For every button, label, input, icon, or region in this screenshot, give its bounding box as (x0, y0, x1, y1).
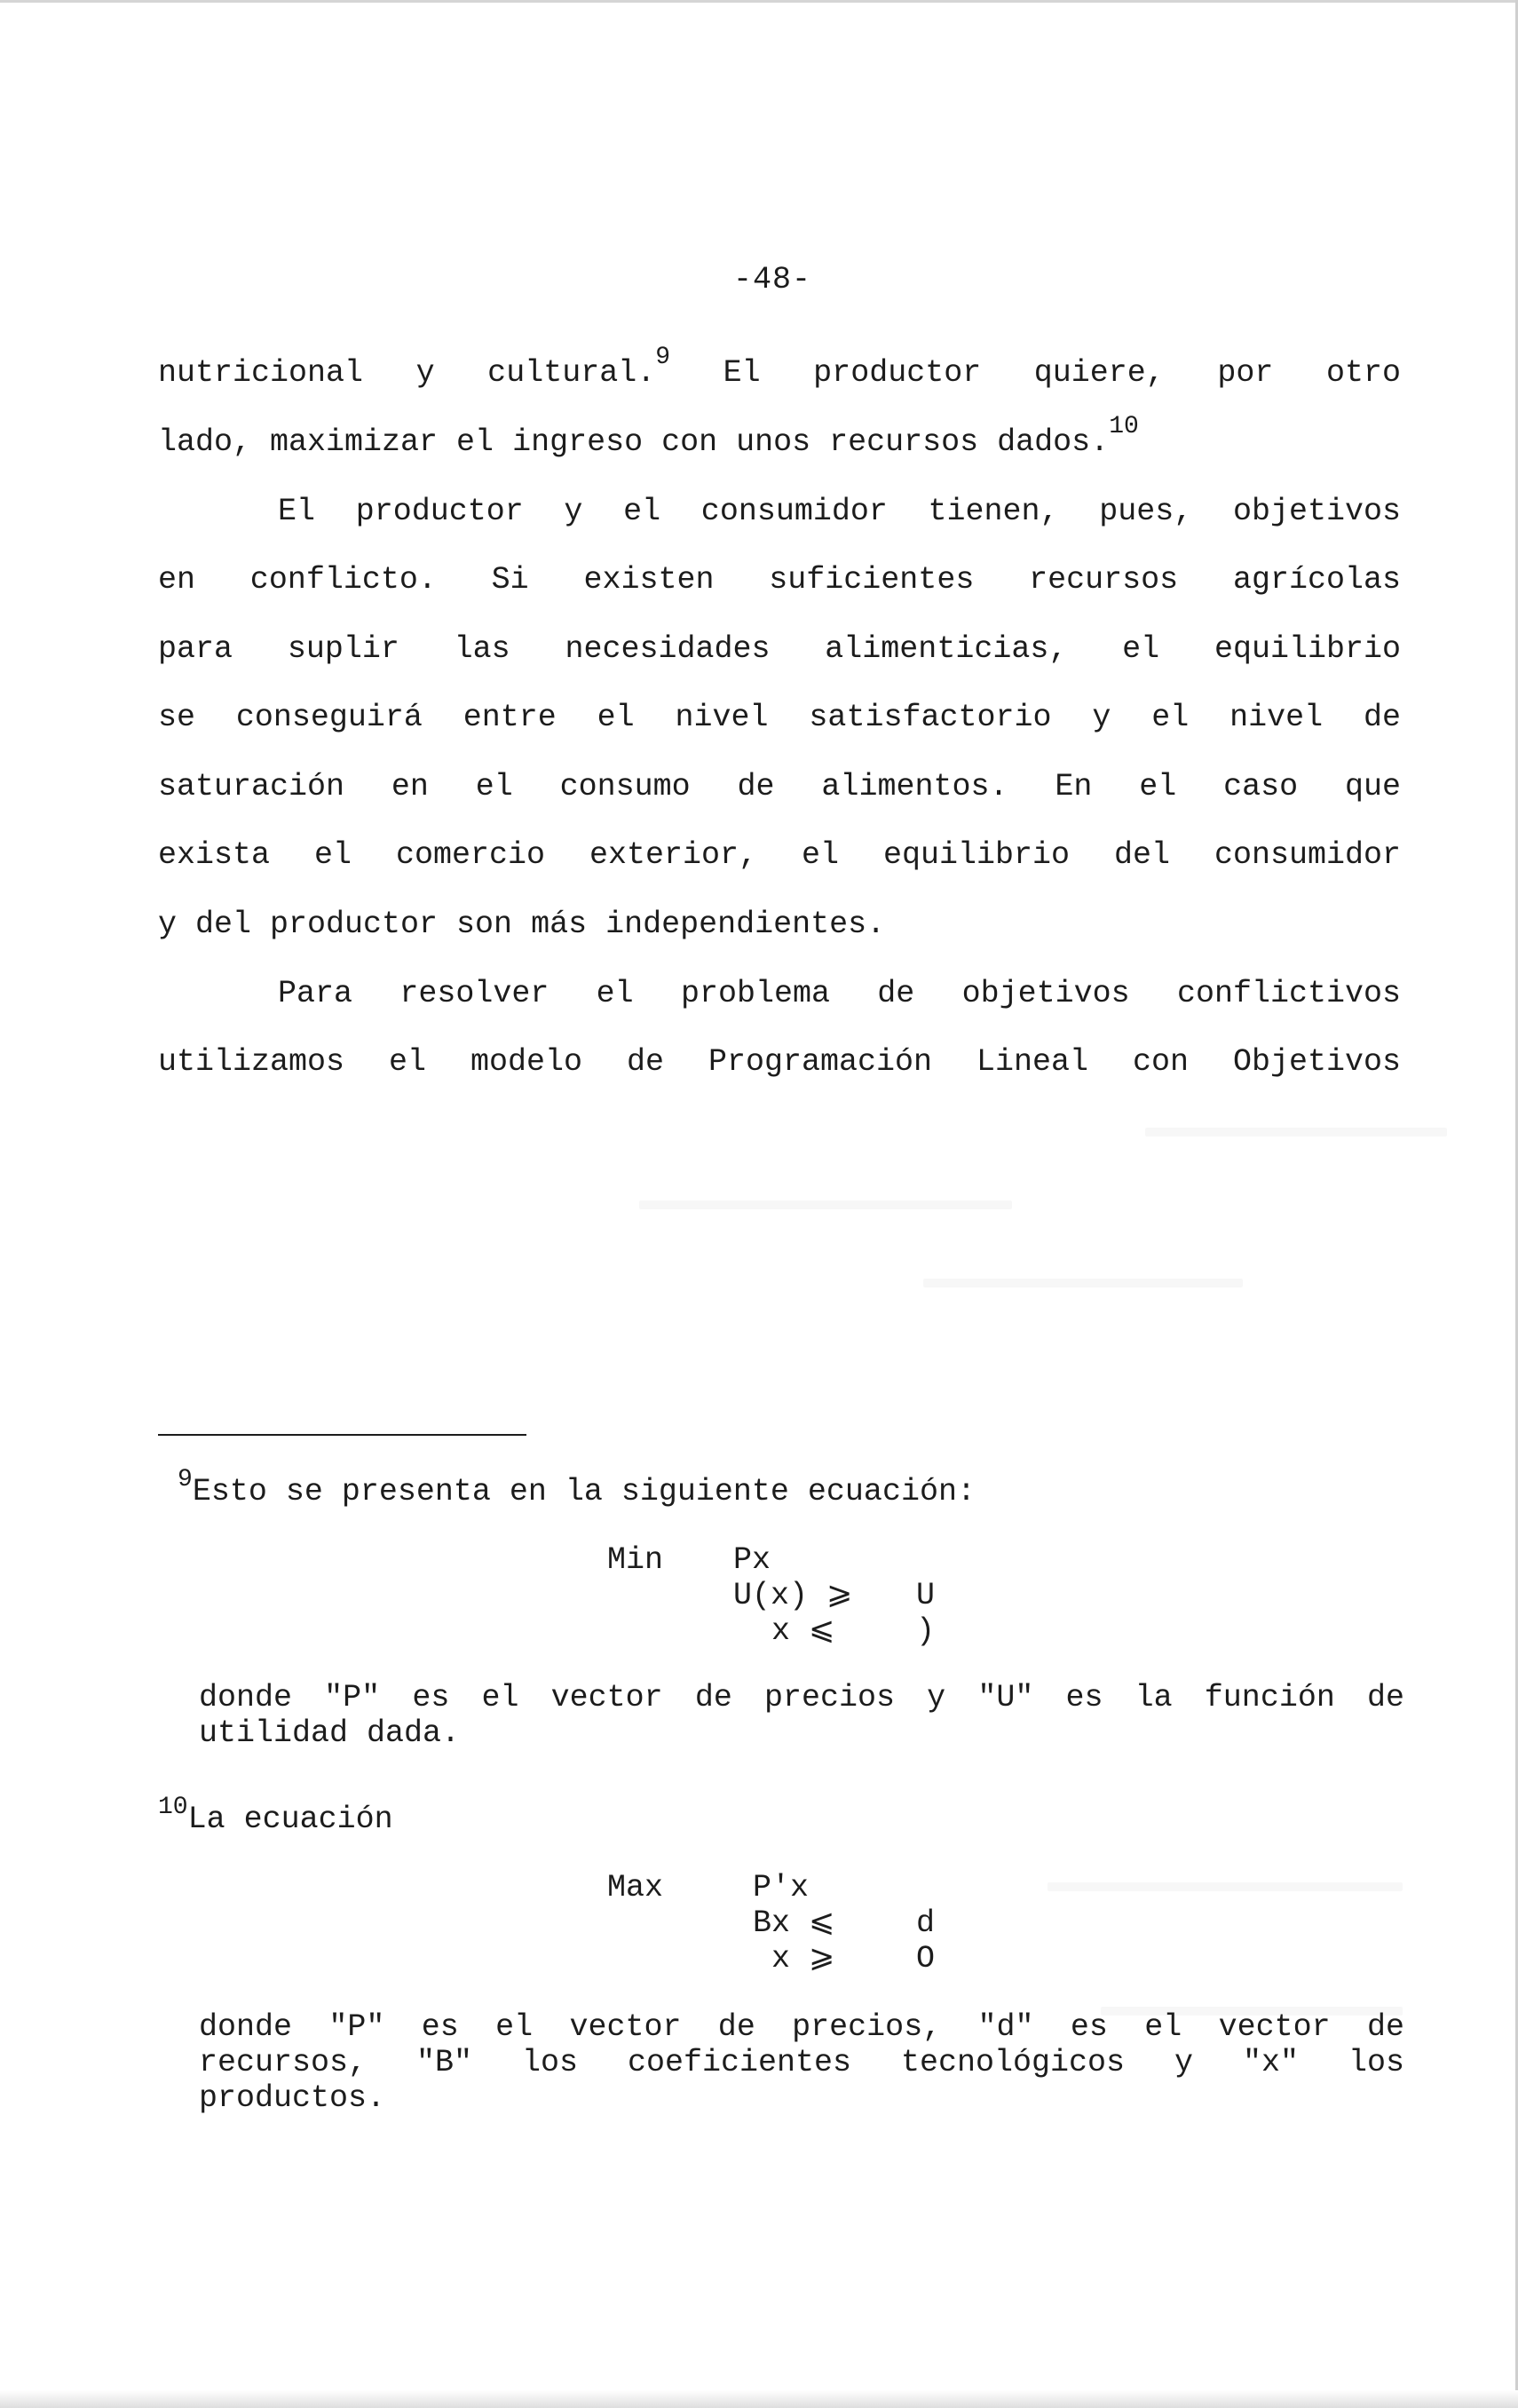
footnote-10-intro (158, 1794, 393, 1837)
footnote-reference: 10 (1109, 413, 1139, 440)
body-line: para suplir las necesidades alimenticias, el equilibrio (158, 631, 1401, 667)
equation-term: P'x (753, 1870, 810, 1905)
equation-term: x ⩾ (771, 1941, 835, 1976)
bleed-through-mark (639, 1200, 1012, 1209)
body-line: y del productor son más independientes. (158, 907, 886, 942)
body-line (158, 344, 1401, 392)
footnote-9-description: donde "P" es el vector de precios y "U" es la función de (199, 1680, 1404, 1715)
body-line: El productor y el consumidor tienen, pues, objetivos (278, 494, 1401, 529)
equation-term: Px (733, 1542, 771, 1578)
equation-term: Bx ⩽ (753, 1905, 835, 1941)
equation-term: d (916, 1905, 936, 1941)
body-line: Para resolver el problema de objetivos conflictivos (278, 976, 1401, 1011)
body-text: lado, maximizar el ingreso con unos recursos dados. (158, 424, 1110, 460)
body-line: saturación en el consumo de alimentos. En el caso que (158, 769, 1401, 804)
equation-term: O (916, 1941, 936, 1976)
page-edge-bottom (0, 2390, 1518, 2408)
equation-term: ) (916, 1613, 936, 1649)
body-text: nutricional y cultural. (158, 355, 656, 391)
body-line: en conflicto. Si existen suficientes recursos agrícolas (158, 562, 1401, 598)
body-line: utilizamos el modelo de Programación Lineal con Objetivos (158, 1044, 1401, 1080)
equation-term: U(x) ⩾ (733, 1578, 853, 1613)
bleed-through-mark (1048, 1882, 1403, 1891)
bleed-through-mark (923, 1279, 1243, 1287)
page-number: -48- (733, 262, 812, 297)
footnote-text: Esto se presenta en la siguiente ecuación: (192, 1474, 976, 1509)
footnote-text: La ecuación (187, 1802, 393, 1837)
footnote-mark: 9 (178, 1466, 193, 1493)
footnote-9-intro (178, 1466, 976, 1509)
body-line: se conseguirá entre el nivel satisfactorio y el nivel de (158, 700, 1401, 735)
body-text: El productor quiere, por otro (670, 355, 1401, 391)
footnote-9-description: utilidad dada. (199, 1715, 461, 1751)
equation-operator: Min (607, 1542, 664, 1578)
body-line (158, 413, 1139, 462)
footnote-reference: 9 (655, 344, 671, 371)
footnote-10-description: recursos, "B" los coeficientes tecnológicos y "x" los (199, 2045, 1404, 2080)
footnote-mark: 10 (158, 1794, 188, 1821)
footnote-separator (158, 1434, 526, 1436)
footnote-10-description: productos. (199, 2080, 386, 2116)
equation-term: x ⩽ (771, 1613, 835, 1649)
bleed-through-mark (1145, 1128, 1447, 1137)
body-line: exista el comercio exterior, el equilibrio del consumidor (158, 837, 1401, 873)
footnote-10-description: donde "P" es el vector de precios, "d" es el vector de (199, 2009, 1404, 2045)
page-edge-top (0, 0, 1518, 3)
equation-operator: Max (607, 1870, 664, 1905)
equation-term: U (916, 1578, 936, 1613)
